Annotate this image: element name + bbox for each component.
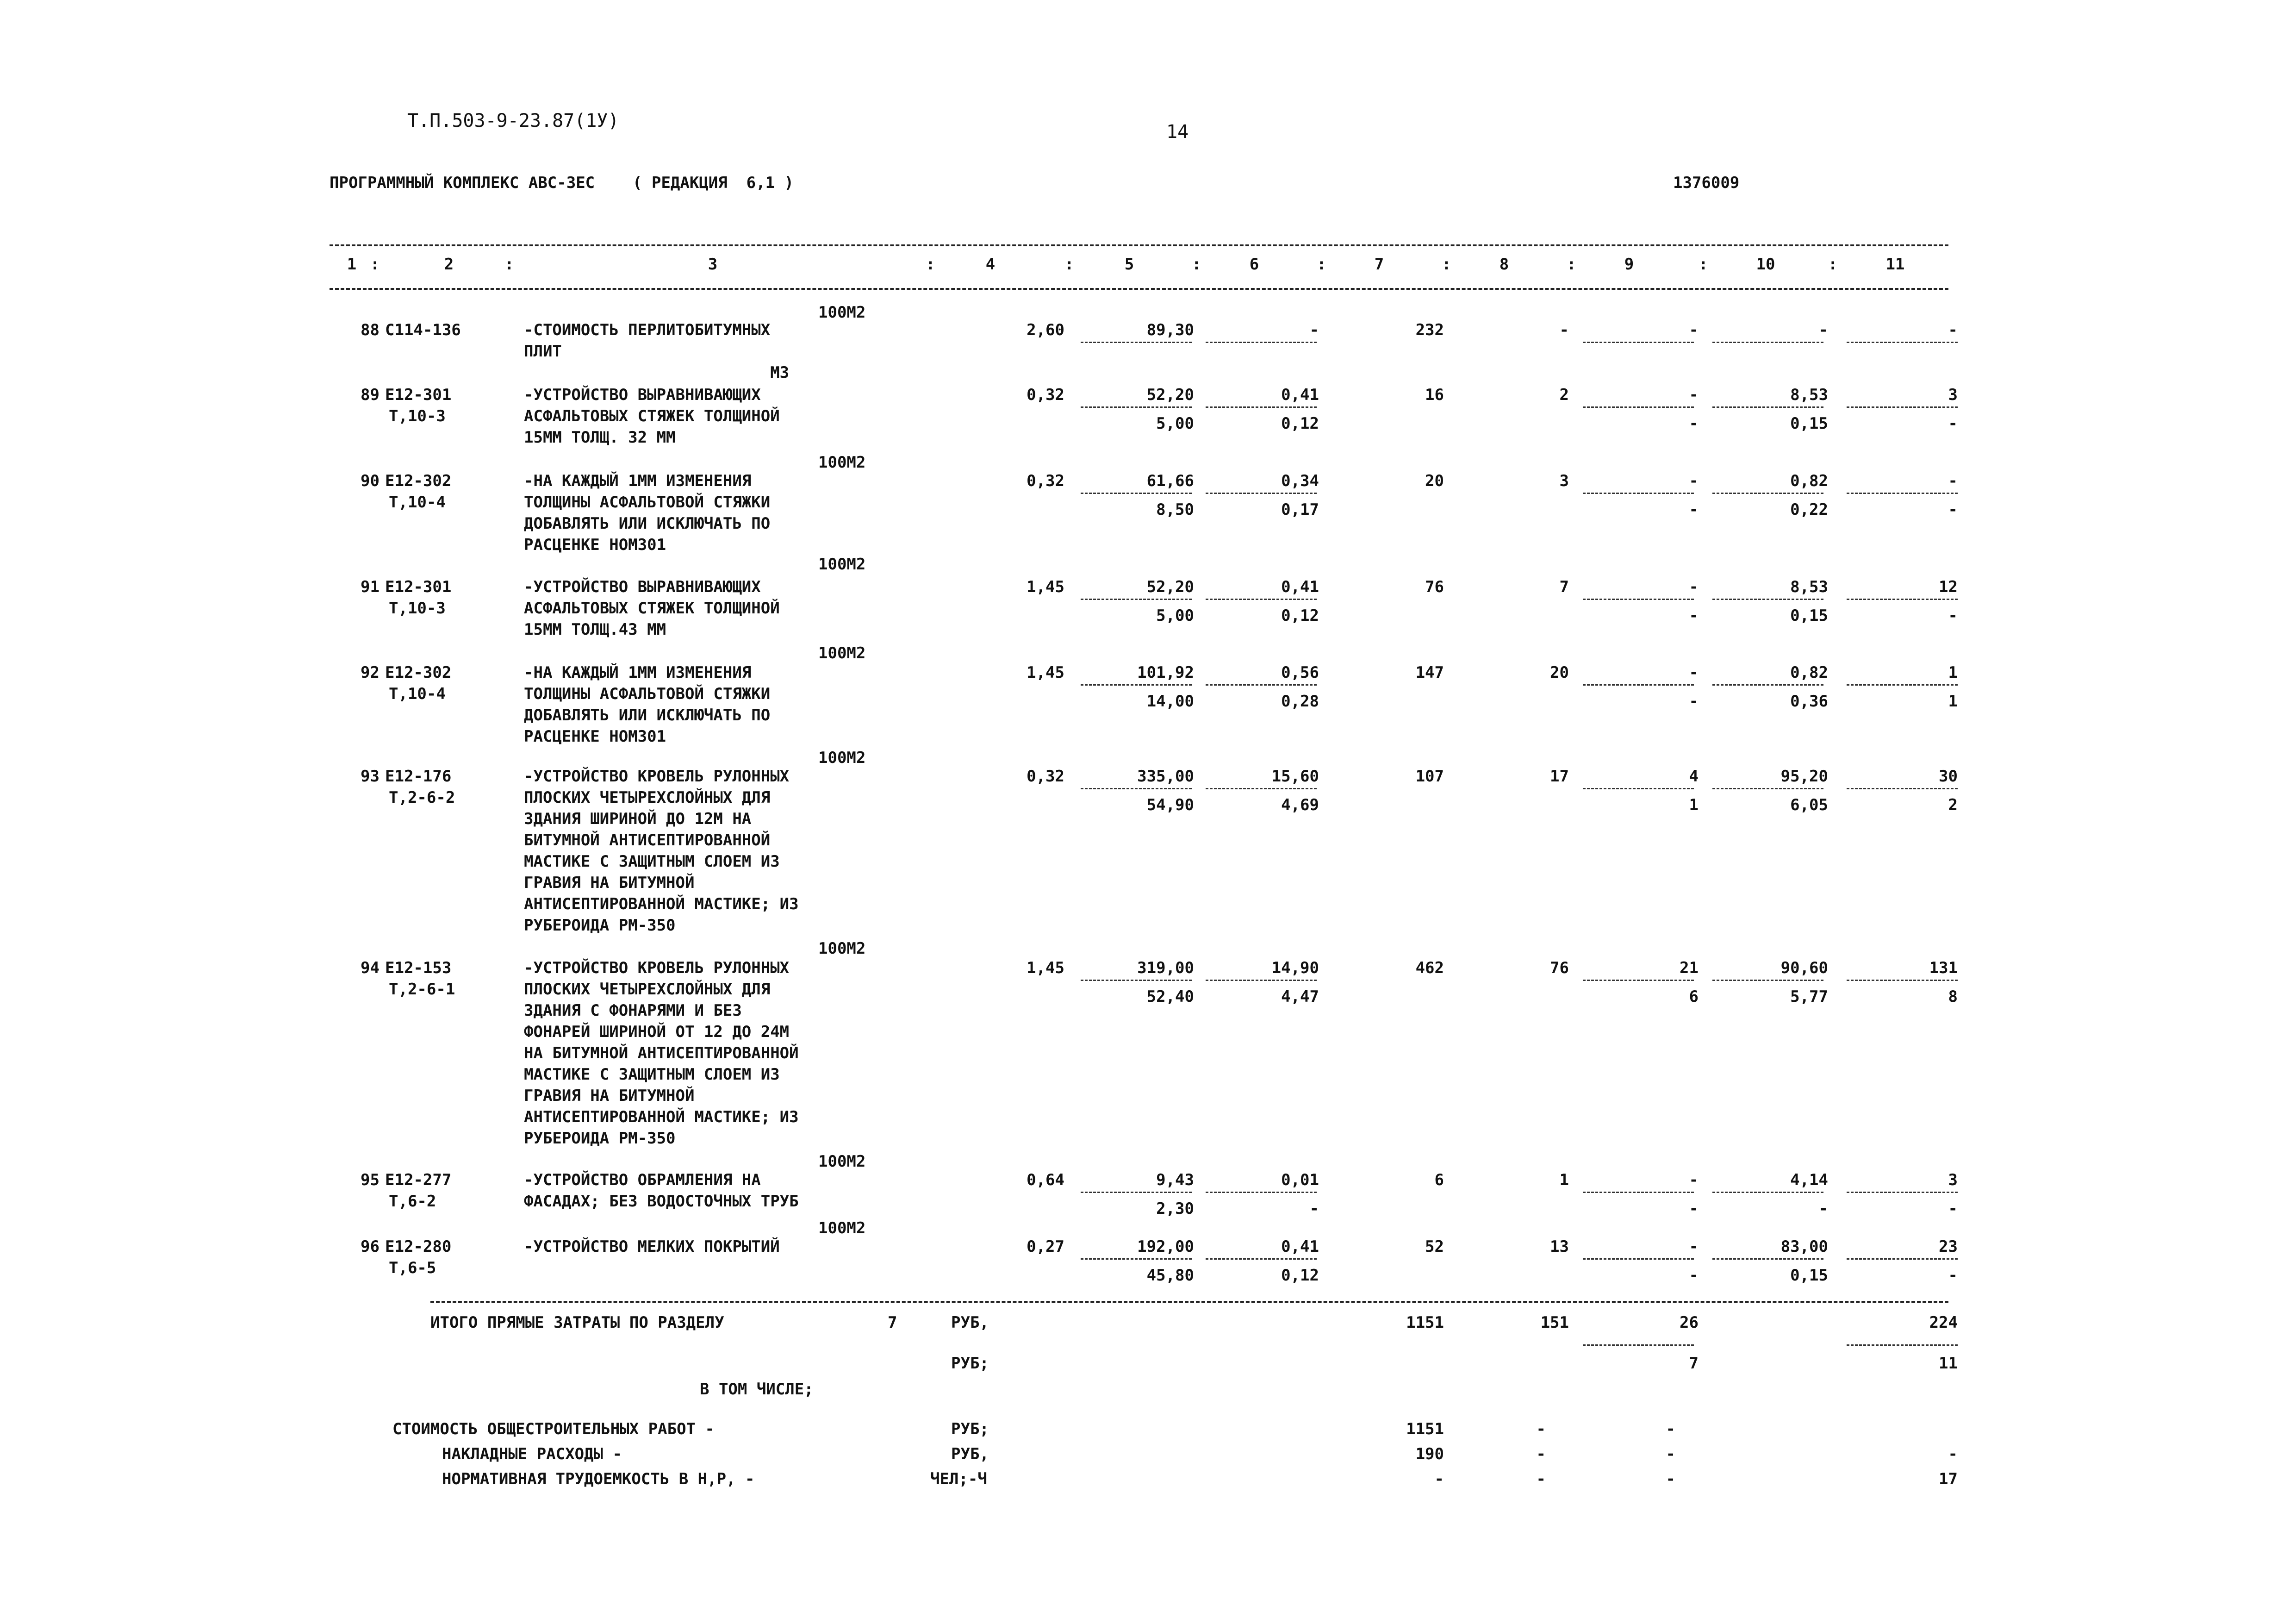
col4-quantity: 0,32: [1027, 386, 1064, 404]
col5-unit-cost: 101,92: [1137, 663, 1194, 682]
summary-col9: -: [1666, 1445, 1675, 1463]
totals-unit-rub: РУБ,: [951, 1313, 989, 1332]
col9-divider: [1583, 1192, 1694, 1193]
col10-labor: 8,53: [1790, 386, 1828, 404]
col10-sub-value: -: [1818, 1199, 1828, 1218]
norm-code: Е12-302: [385, 472, 452, 490]
col11-sub-value: -: [1948, 1199, 1958, 1218]
totals-section-number: 7: [888, 1313, 897, 1332]
col11-sub-value: -: [1948, 500, 1958, 519]
col4-quantity: 1,45: [1027, 663, 1064, 682]
col10-labor: 95,20: [1780, 767, 1828, 786]
unit-label: 100М2: [818, 1152, 866, 1171]
norm-code: Е12-176: [385, 767, 452, 786]
col5-divider: [1081, 788, 1192, 789]
col9-machine: -: [1689, 1237, 1699, 1256]
col-9-header: 9: [1624, 255, 1634, 274]
col-separator: :: [1192, 255, 1201, 274]
col11-labor-total: 23: [1939, 1237, 1958, 1256]
totals-col9: 26: [1680, 1313, 1699, 1332]
col5-divider: [1081, 1192, 1192, 1193]
norm-code: Е12-302: [385, 663, 452, 682]
col11-sub-value: 1: [1948, 692, 1958, 711]
col-8-header: 8: [1499, 255, 1509, 274]
summary-col8: -: [1536, 1445, 1546, 1463]
col5-divider: [1081, 684, 1192, 686]
summary-unit: РУБ,: [951, 1445, 989, 1463]
unit-label: 100М2: [818, 749, 866, 767]
summary-label: СТОИМОСТЬ ОБЩЕСТРОИТЕЛЬНЫХ РАБОТ -: [392, 1420, 715, 1438]
col11-divider: [1847, 493, 1958, 494]
norm-table-ref: Т,6-5: [389, 1259, 436, 1277]
col5-sub-value: 45,80: [1146, 1266, 1194, 1285]
col8-total-wage: 3: [1559, 472, 1569, 490]
col6-unit-wage: 0,41: [1281, 386, 1319, 404]
summary-col8: -: [1536, 1420, 1546, 1438]
including-label: В ТОМ ЧИСЛЕ;: [700, 1380, 814, 1399]
work-description: -НА КАЖДЫЙ 1ММ ИЗМЕНЕНИЯ ТОЛЩИНЫ АСФАЛЬТОВОЙ СТЯЖКИ ДОБАВЛЯТЬ ИЛИ ИСКЛЮЧАТЬ ПО РАСЦЕНКЕ НОМ301: [524, 472, 771, 554]
work-description: -УСТРОЙСТВО ОБРАМЛЕНИЯ НА ФАСАДАХ; БЕЗ ВОДОСТОЧНЫХ ТРУБ: [524, 1171, 799, 1211]
col8-total-wage: 7: [1559, 578, 1569, 596]
col10-divider: [1712, 1258, 1823, 1260]
col5-divider: [1081, 599, 1192, 600]
summary-label: НАКЛАДНЫЕ РАСХОДЫ -: [442, 1445, 622, 1463]
col6-divider: [1206, 1258, 1317, 1260]
col9-machine: -: [1689, 578, 1699, 596]
col8-total-wage: 13: [1550, 1237, 1569, 1256]
row-number: 93: [361, 767, 380, 786]
summary-col11: 17: [1939, 1470, 1958, 1488]
work-description: -УСТРОЙСТВО МЕЛКИХ ПОКРЫТИЙ: [524, 1237, 780, 1256]
col6-divider: [1206, 684, 1317, 686]
totals-col7: 1151: [1406, 1313, 1444, 1332]
col5-unit-cost: 89,30: [1146, 321, 1194, 339]
col9-machine: 4: [1689, 767, 1699, 786]
row-number: 91: [361, 578, 380, 596]
col5-divider: [1081, 1258, 1192, 1260]
col-7-header: 7: [1374, 255, 1384, 274]
col9-sub-value: 6: [1689, 987, 1699, 1006]
summary-col9: -: [1666, 1420, 1675, 1438]
norm-table-ref: Т,10-4: [389, 685, 446, 703]
col10-sub-value: 6,05: [1790, 796, 1828, 814]
norm-table-ref: Т,2-6-2: [389, 788, 455, 807]
col-3-header: 3: [708, 255, 718, 274]
col10-labor: 0,82: [1790, 663, 1828, 682]
col6-unit-wage: -: [1309, 321, 1319, 339]
col7-total-cost: 147: [1415, 663, 1444, 682]
col11-labor-total: 3: [1948, 1171, 1958, 1189]
col11-divider: [1847, 406, 1958, 408]
col10-divider: [1712, 684, 1823, 686]
col7-total-cost: 20: [1425, 472, 1444, 490]
col-separator: :: [1442, 255, 1451, 274]
norm-code: Е12-280: [385, 1237, 452, 1256]
col10-divider: [1712, 980, 1823, 981]
col11-labor-total: 30: [1939, 767, 1958, 786]
col-5-header: 5: [1124, 255, 1134, 274]
col8-total-wage: 17: [1550, 767, 1569, 786]
col6-divider: [1206, 1192, 1317, 1193]
col6-divider: [1206, 599, 1317, 600]
col6-sub-value: -: [1309, 1199, 1319, 1218]
col4-quantity: 1,45: [1027, 959, 1064, 977]
col10-sub-value: 0,22: [1790, 500, 1828, 519]
col11-divider: [1847, 788, 1958, 789]
col10-labor: 4,14: [1790, 1171, 1828, 1189]
norm-code: С114-136: [385, 321, 461, 339]
unit-label: 100М2: [818, 939, 866, 958]
col5-sub-value: 14,00: [1146, 692, 1194, 711]
col11-labor-total: 3: [1948, 386, 1958, 404]
col8-total-wage: 76: [1550, 959, 1569, 977]
norm-code: Е12-277: [385, 1171, 452, 1189]
col9-divider: [1583, 342, 1694, 343]
col10-labor: -: [1818, 321, 1828, 339]
row-number: 95: [361, 1171, 380, 1189]
col10-sub-value: 0,15: [1790, 414, 1828, 433]
col9-sub-value: -: [1689, 606, 1699, 625]
col6-unit-wage: 0,41: [1281, 1237, 1319, 1256]
summary-col7: 1151: [1406, 1420, 1444, 1438]
col9-machine: 21: [1680, 959, 1699, 977]
col7-total-cost: 232: [1415, 321, 1444, 339]
col-separator: :: [1064, 255, 1074, 274]
col10-sub-value: 0,36: [1790, 692, 1828, 711]
norm-code: Е12-153: [385, 959, 452, 977]
col4-quantity: 0,32: [1027, 767, 1064, 786]
program-title: ПРОГРАММНЫЙ КОМПЛЕКС АВС-ЗЕС ( РЕДАКЦИЯ 6,1 ): [330, 174, 794, 192]
col6-unit-wage: 0,41: [1281, 578, 1319, 596]
totals-rule: [430, 1301, 1948, 1303]
totals-col8: 151: [1540, 1313, 1569, 1332]
col9-divider: [1583, 788, 1694, 789]
col8-total-wage: 20: [1550, 663, 1569, 682]
col6-divider: [1206, 788, 1317, 789]
col11-divider: [1847, 342, 1958, 343]
col5-unit-cost: 61,66: [1146, 472, 1194, 490]
col9-machine: -: [1689, 386, 1699, 404]
work-description: -НА КАЖДЫЙ 1ММ ИЗМЕНЕНИЯ ТОЛЩИНЫ АСФАЛЬТОВОЙ СТЯЖКИ ДОБАВЛЯТЬ ИЛИ ИСКЛЮЧАТЬ ПО РАСЦЕНКЕ НОМ301: [524, 663, 771, 746]
col8-total-wage: 2: [1559, 386, 1569, 404]
col6-divider: [1206, 980, 1317, 981]
col5-sub-value: 52,40: [1146, 987, 1194, 1006]
col9-machine: -: [1689, 472, 1699, 490]
row-number: 89: [361, 386, 380, 404]
col-separator: :: [504, 255, 514, 274]
col10-labor: 90,60: [1780, 959, 1828, 977]
col4-quantity: 0,64: [1027, 1171, 1064, 1189]
col10-labor: 8,53: [1790, 578, 1828, 596]
norm-table-ref: Т,10-4: [389, 493, 446, 512]
totals-col11: 224: [1929, 1313, 1958, 1332]
col9-machine: -: [1689, 1171, 1699, 1189]
row-number: 96: [361, 1237, 380, 1256]
col5-sub-value: 2,30: [1156, 1199, 1194, 1218]
col-2-header: 2: [444, 255, 454, 274]
col5-sub-value: 5,00: [1156, 606, 1194, 625]
col7-total-cost: 52: [1425, 1237, 1444, 1256]
unit-label: 100М2: [818, 453, 866, 472]
col6-sub-value: 4,47: [1281, 987, 1319, 1006]
summary-col9: -: [1666, 1470, 1675, 1488]
page-number: 14: [1166, 121, 1189, 143]
col7-total-cost: 76: [1425, 578, 1444, 596]
col11-divider: [1847, 1258, 1958, 1260]
col6-unit-wage: 0,01: [1281, 1171, 1319, 1189]
document-id: 1376009: [1673, 174, 1740, 192]
col-4-header: 4: [985, 255, 996, 274]
col6-divider: [1206, 493, 1317, 494]
col5-unit-cost: 9,43: [1156, 1171, 1194, 1189]
col5-sub-value: 8,50: [1156, 500, 1194, 519]
summary-col8: -: [1536, 1470, 1546, 1488]
col7-total-cost: 16: [1425, 386, 1444, 404]
col9-sub-value: -: [1689, 414, 1699, 433]
col10-sub-value: 0,15: [1790, 1266, 1828, 1285]
col-10-header: 10: [1756, 255, 1775, 274]
col6-sub-value: 0,12: [1281, 1266, 1319, 1285]
col6-sub-value: 4,69: [1281, 796, 1319, 814]
col-separator: :: [926, 255, 935, 274]
col5-unit-cost: 52,20: [1146, 578, 1194, 596]
col10-divider: [1712, 599, 1823, 600]
norm-table-ref: Т,2-6-1: [389, 980, 455, 999]
col9-sub-value: 1: [1689, 796, 1699, 814]
col-1-header: 1: [347, 255, 357, 274]
col6-divider: [1206, 406, 1317, 408]
totals-label: ИТОГО ПРЯМЫЕ ЗАТРАТЫ ПО РАЗДЕЛУ: [430, 1313, 724, 1332]
col6-sub-value: 0,17: [1281, 500, 1319, 519]
norm-table-ref: Т,10-3: [389, 599, 446, 618]
col5-divider: [1081, 342, 1192, 343]
col5-sub-value: 54,90: [1146, 796, 1194, 814]
col5-unit-cost: 52,20: [1146, 386, 1194, 404]
col11-labor-total: -: [1948, 472, 1958, 490]
col9-sub-value: -: [1689, 692, 1699, 711]
col4-quantity: 0,32: [1027, 472, 1064, 490]
col11-sub-value: 2: [1948, 796, 1958, 814]
col5-unit-cost: 192,00: [1137, 1237, 1194, 1256]
col11-labor-total: 12: [1939, 578, 1958, 596]
row-number: 94: [361, 959, 380, 977]
summary-label: НОРМАТИВНАЯ ТРУДОЕМКОСТЬ В Н,Р, -: [442, 1470, 755, 1488]
col11-divider: [1847, 980, 1958, 981]
table-top-rule: [330, 244, 1948, 246]
col4-quantity: 2,60: [1027, 321, 1064, 339]
summary-unit: РУБ;: [951, 1420, 989, 1438]
col7-total-cost: 6: [1434, 1171, 1444, 1189]
col9-divider: [1583, 980, 1694, 981]
col9-machine: -: [1689, 321, 1699, 339]
col11-sub-value: 8: [1948, 987, 1958, 1006]
col5-divider: [1081, 980, 1192, 981]
col11-divider: [1847, 599, 1958, 600]
col10-divider: [1712, 406, 1823, 408]
col5-unit-cost: 335,00: [1137, 767, 1194, 786]
col5-divider: [1081, 493, 1192, 494]
col10-divider: [1712, 1192, 1823, 1193]
col7-total-cost: 107: [1415, 767, 1444, 786]
unit-label: 100М2: [818, 644, 866, 662]
col11-sub-value: -: [1948, 606, 1958, 625]
col7-total-cost: 462: [1415, 959, 1444, 977]
col-separator: :: [370, 255, 380, 274]
col4-quantity: 0,27: [1027, 1237, 1064, 1256]
unit-label: 100М2: [818, 1219, 866, 1237]
col9-sub-value: -: [1689, 1199, 1699, 1218]
col-separator: :: [1828, 255, 1838, 274]
summary-col7: -: [1434, 1470, 1444, 1488]
col6-sub-value: 0,12: [1281, 606, 1319, 625]
unit-label: 100М2: [818, 303, 866, 322]
col8-total-wage: -: [1559, 321, 1569, 339]
totals-col11-sub: 11: [1939, 1354, 1958, 1373]
col6-sub-value: 0,28: [1281, 692, 1319, 711]
row-number: 88: [361, 321, 380, 339]
totals-col9-sub: 7: [1689, 1354, 1699, 1373]
row-number: 90: [361, 472, 380, 490]
work-description: -СТОИМОСТЬ ПЕРЛИТОБИТУМНЫХ ПЛИТ М3: [524, 321, 790, 382]
col6-sub-value: 0,12: [1281, 414, 1319, 433]
col10-divider: [1712, 788, 1823, 789]
table-header-rule: [330, 288, 1948, 290]
totals-col11-rule: [1847, 1344, 1958, 1346]
col11-labor-total: -: [1948, 321, 1958, 339]
col8-total-wage: 1: [1559, 1171, 1569, 1189]
col9-divider: [1583, 684, 1694, 686]
col9-sub-value: -: [1689, 500, 1699, 519]
work-description: -УСТРОЙСТВО КРОВЕЛЬ РУЛОННЫХ ПЛОСКИХ ЧЕТЫРЕХСЛОЙНЫХ ДЛЯ ЗДАНИЯ С ФОНАРЯМИ И БЕЗ ФОНАРЕЙ ШИРИНОЙ ОТ 12 ДО 24М НА БИТУМНОЙ АНТИСЕПТИРОВАННОЙ МАСТИКЕ С ЗАЩИТНЫМ СЛОЕМ ИЗ ГРАВИЯ НА БИТУМНОЙ АНТИСЕПТИРОВАННОЙ МАСТИКЕ; ИЗ РУБЕРОИДА РМ-350: [524, 959, 799, 1148]
col9-divider: [1583, 406, 1694, 408]
col5-sub-value: 5,00: [1156, 414, 1194, 433]
totals-col9-rule: [1583, 1344, 1694, 1346]
col-separator: :: [1699, 255, 1708, 274]
col10-divider: [1712, 493, 1823, 494]
work-description: -УСТРОЙСТВО ВЫРАВНИВАЮЩИХ АСФАЛЬТОВЫХ СТЯЖЕК ТОЛЩИНОЙ 15ММ ТОЛЩ. 32 ММ: [524, 386, 780, 447]
col11-labor-total: 131: [1929, 959, 1958, 977]
work-description: -УСТРОЙСТВО ВЫРАВНИВАЮЩИХ АСФАЛЬТОВЫХ СТЯЖЕК ТОЛЩИНОЙ 15ММ ТОЛЩ.43 ММ: [524, 578, 780, 639]
col10-labor: 83,00: [1780, 1237, 1828, 1256]
col11-divider: [1847, 684, 1958, 686]
col6-divider: [1206, 342, 1317, 343]
col10-labor: 0,82: [1790, 472, 1828, 490]
col6-unit-wage: 0,34: [1281, 472, 1319, 490]
col9-machine: -: [1689, 663, 1699, 682]
col5-unit-cost: 319,00: [1137, 959, 1194, 977]
col6-unit-wage: 15,60: [1271, 767, 1319, 786]
summary-col7: 190: [1415, 1445, 1444, 1463]
col9-divider: [1583, 599, 1694, 600]
col-11-header: 11: [1885, 255, 1905, 274]
summary-unit: ЧЕЛ;-Ч: [930, 1470, 987, 1488]
col4-quantity: 1,45: [1027, 578, 1064, 596]
norm-table-ref: Т,6-2: [389, 1192, 436, 1211]
row-number: 92: [361, 663, 380, 682]
norm-code: Е12-301: [385, 386, 452, 404]
col9-sub-value: -: [1689, 1266, 1699, 1285]
col11-sub-value: -: [1948, 414, 1958, 433]
col9-divider: [1583, 493, 1694, 494]
col-6-header: 6: [1249, 255, 1259, 274]
col-separator: :: [1567, 255, 1576, 274]
col11-divider: [1847, 1192, 1958, 1193]
col10-divider: [1712, 342, 1823, 343]
work-description: -УСТРОЙСТВО КРОВЕЛЬ РУЛОННЫХ ПЛОСКИХ ЧЕТЫРЕХСЛОЙНЫХ ДЛЯ ЗДАНИЯ ШИРИНОЙ ДО 12М НА БИТУМНОЙ АНТИСЕПТИРОВАННОЙ МАСТИКЕ С ЗАЩИТНЫМ СЛОЕМ ИЗ ГРАВИЯ НА БИТУМНОЙ АНТИСЕПТИРОВАННОЙ МАСТИКЕ; ИЗ РУБЕРОИДА РМ-350: [524, 767, 799, 935]
col-separator: :: [1317, 255, 1326, 274]
norm-table-ref: Т,10-3: [389, 407, 446, 425]
document-code: Т.П.503-9-23.87(1У): [407, 110, 619, 131]
col9-divider: [1583, 1258, 1694, 1260]
col10-sub-value: 5,77: [1790, 987, 1828, 1006]
totals-unit-rub-2: РУБ;: [951, 1354, 989, 1373]
col5-divider: [1081, 406, 1192, 408]
col11-labor-total: 1: [1948, 663, 1958, 682]
col6-unit-wage: 0,56: [1281, 663, 1319, 682]
norm-code: Е12-301: [385, 578, 452, 596]
col6-unit-wage: 14,90: [1271, 959, 1319, 977]
unit-label: 100М2: [818, 555, 866, 574]
col11-sub-value: -: [1948, 1266, 1958, 1285]
summary-col11: -: [1948, 1445, 1958, 1463]
col10-sub-value: 0,15: [1790, 606, 1828, 625]
